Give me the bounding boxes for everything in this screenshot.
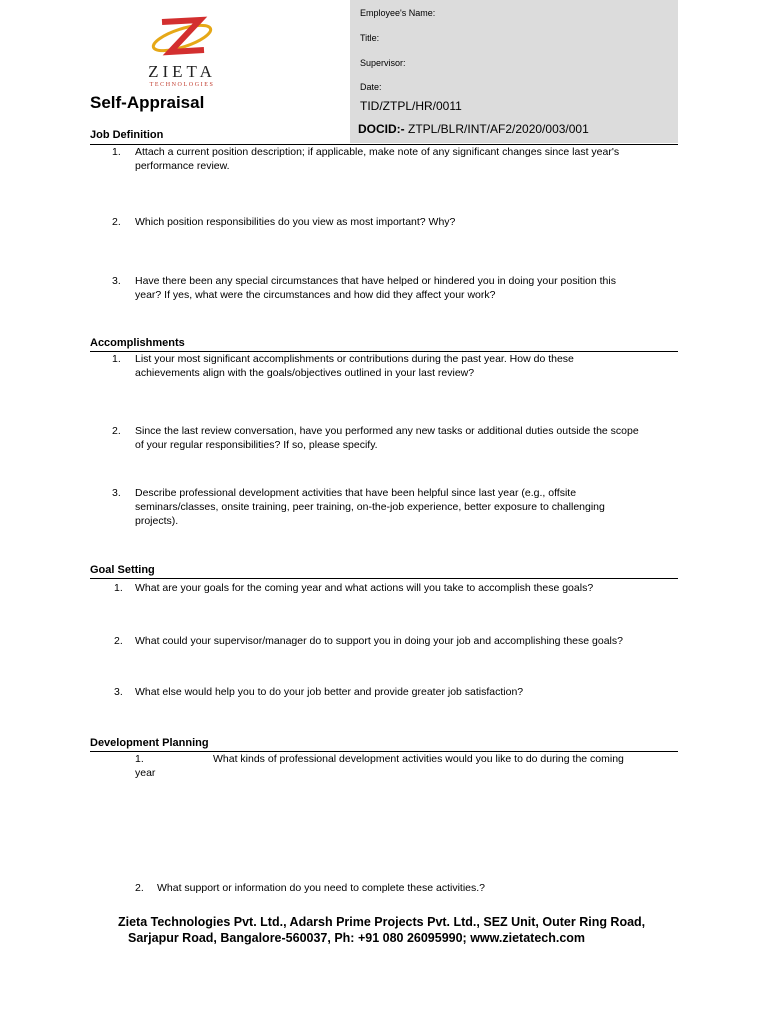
question-text: What else would help you to do your job better and provide greater job satisfaction?: [135, 686, 524, 698]
footer-line-2: Sarjapur Road, Bangalore-560037, Ph: +91 080 26095990; www.zietatech.com: [128, 931, 586, 945]
question-text: Attach a current position description; if applicable, make note of any significant changes since last year's performance review.: [135, 146, 620, 172]
supervisor-label: Supervisor:: [360, 58, 406, 68]
question-number: 3.: [112, 487, 121, 499]
question-text-continued: year: [135, 767, 156, 779]
question-text: Which position responsibilities do you view as most important? Why?: [135, 216, 456, 228]
question-item: [112, 145, 682, 175]
section-heading-accomplishments: Accomplishments: [90, 337, 185, 349]
question-item: [112, 274, 682, 304]
question-number: 1.: [135, 753, 144, 765]
logo-subtitle: TECHNOLOGIES: [149, 82, 215, 88]
question-number: 1.: [114, 582, 123, 594]
docid-value: ZTPL/BLR/INT/AF2/2020/003/001: [404, 122, 589, 136]
question-text: What are your goals for the coming year and what actions will you take to accomplish these goals?: [135, 582, 594, 594]
question-number: 1.: [112, 353, 121, 365]
section-heading-goal-setting: Goal Setting: [90, 564, 155, 576]
question-item: [112, 352, 682, 382]
question-number: 2.: [135, 882, 144, 894]
docid-key: DOCID:-: [358, 122, 405, 136]
question-number: 1.: [112, 146, 121, 158]
footer-line-1: Zieta Technologies Pvt. Ltd., Adarsh Prime Projects Pvt. Ltd., SEZ Unit, Outer Ring Road,: [118, 915, 646, 929]
question-item: [114, 581, 684, 597]
company-footer: [100, 914, 660, 946]
question-number: 2.: [112, 425, 121, 437]
section-heading-job-definition: Job Definition: [90, 129, 164, 141]
question-item: [114, 634, 684, 650]
question-item: [112, 486, 682, 530]
question-number: 3.: [114, 686, 123, 698]
question-text: What could your supervisor/manager do to support you in doing your job and accomplishing these goals?: [135, 635, 623, 647]
logo-wordmark: ZIETA: [148, 62, 216, 81]
page-title: Self-Appraisal: [90, 93, 205, 112]
date-label: Date:: [360, 82, 382, 92]
question-item: [114, 685, 684, 701]
tid-code: TID/ZTPL/HR/0011: [360, 99, 462, 113]
question-text: Describe professional development activities that have been helpful since last year (e.g., offsite seminars/classes, onsite training, peer training, on-the-job experience, better exposure to challenging projects).: [135, 487, 605, 527]
question-item: [135, 881, 695, 897]
section-divider: [90, 578, 678, 579]
question-text: Have there been any special circumstances that have helped or hindered you in doing your position this year? If yes, what were the circumstances and how did they affect your work?: [135, 275, 616, 301]
question-text: List your most significant accomplishments or contributions during the past year. How do these achievements align with the goals/objectives outlined in your last review?: [135, 353, 574, 379]
question-item: [112, 424, 682, 454]
question-item: [135, 752, 675, 782]
question-number: 3.: [112, 275, 121, 287]
question-text: Since the last review conversation, have you performed any new tasks or additional duties outside the scope of your regular responsibilities? If so, please specify.: [135, 425, 639, 451]
question-number: 2.: [114, 635, 123, 647]
question-item: [112, 215, 682, 231]
docid: [358, 122, 589, 136]
employee-name-label: Employee's Name:: [360, 8, 436, 18]
question-text: What support or information do you need to complete these activities.?: [157, 882, 486, 894]
question-text: What kinds of professional development activities would you like to do during the coming: [213, 753, 624, 765]
question-number: 2.: [112, 216, 121, 228]
section-heading-development-planning: Development Planning: [90, 737, 209, 749]
title-label: Title:: [360, 33, 380, 43]
